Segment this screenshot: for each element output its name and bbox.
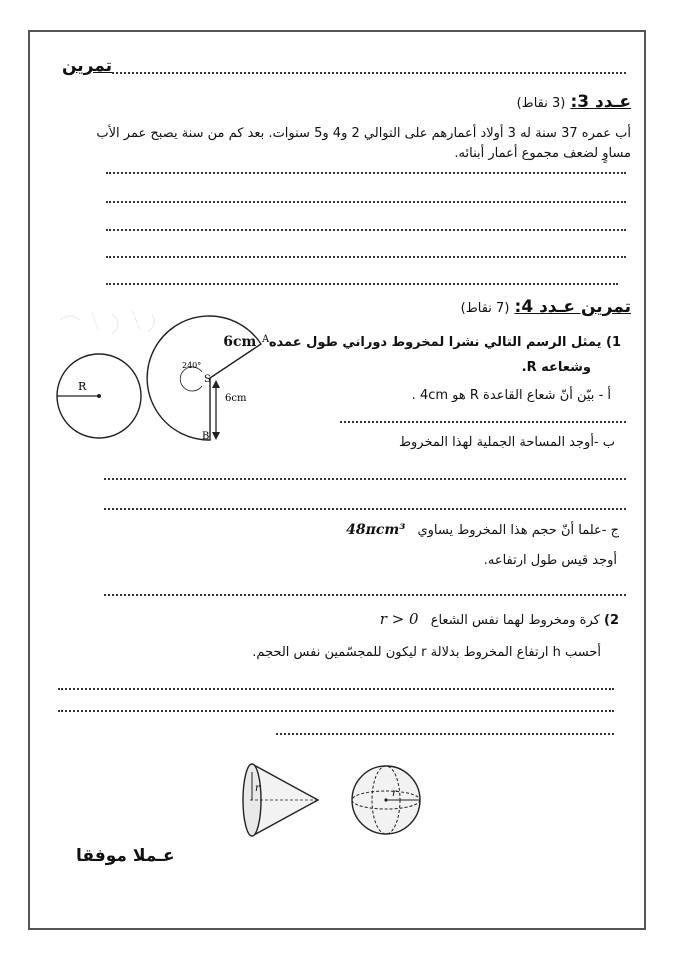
- ex3-points: (3 نقاط): [516, 96, 566, 111]
- ex3-statement-line1: أب عمره 37 سنة له 3 أولاد أعمارهم على التوالي 2 و4 و5 سنوات. بعد كم من سنة يصبح عمر الأب: [96, 126, 631, 141]
- ex3-answer-line: [106, 229, 626, 231]
- label-S: S: [204, 374, 211, 385]
- q1-length-value: 6cm: [223, 334, 257, 350]
- label-B: B: [202, 431, 210, 442]
- q2-answer-line: [276, 733, 614, 735]
- ex4-points: (7 نقاط): [460, 301, 510, 316]
- q2-number: 2): [604, 613, 619, 628]
- q1-number: 1): [606, 335, 621, 350]
- ex3-answer-line: [106, 283, 618, 285]
- angle-arc: [180, 367, 202, 391]
- label-A: A: [262, 334, 270, 345]
- q1-part-a: أ - بيّن أنّ شعاع القاعدة R هو 4cm .: [411, 388, 611, 403]
- q2-answer-line: [58, 688, 614, 690]
- label-angle: 240°: [182, 361, 202, 370]
- q1-part-c-line1: [346, 522, 619, 538]
- cone-net-figure: [52, 300, 292, 450]
- ex3-answer-line: [106, 256, 626, 258]
- cone-shape: [243, 764, 318, 836]
- arrow-head-bottom: [212, 432, 220, 440]
- q1b-answer-line: [104, 508, 626, 510]
- q1c-volume-value: 48πcm³: [346, 522, 406, 538]
- arrow-head-top: [212, 380, 220, 388]
- q2-answer-line: [58, 710, 614, 712]
- closing-text: عـملا موفقا: [76, 846, 175, 866]
- label-r-cone: r: [255, 783, 260, 794]
- ex4-title: تمرين عـدد 4:: [514, 297, 631, 317]
- ex3-title: عـدد 3:: [570, 92, 631, 112]
- ex3-answer-line: [106, 201, 626, 203]
- q1-part-b: ب -أوجد المساحة الجملية لهذا المخروط: [398, 435, 615, 450]
- q2-text: كرة ومخروط لهما نفس الشعاع: [430, 613, 600, 628]
- label-r-sphere: r: [392, 788, 397, 799]
- label-R: R: [78, 380, 87, 393]
- ex4-heading: [461, 297, 631, 317]
- ex3-heading: [517, 92, 631, 112]
- sphere-shape: [352, 766, 420, 834]
- q1c-text: ج -علما أنّ حجم هذا المخروط يساوي: [417, 523, 619, 538]
- label-length: 6cm: [225, 393, 247, 404]
- q2-line1: [380, 610, 619, 628]
- header-answer-line: [112, 72, 626, 74]
- solids-figure: [236, 758, 436, 844]
- q1b-answer-line: [104, 478, 626, 480]
- q1-line2: وشعاعه R.: [521, 360, 591, 375]
- ex3-answer-line: [106, 172, 626, 174]
- q2-condition: r > 0: [379, 610, 419, 628]
- q1c-answer-line: [104, 594, 626, 596]
- ex3-statement-line2: مساوٍ لضعف مجموع أعمار أبنائه.: [454, 146, 631, 161]
- q1-text: يمثل الرسم التالي نشرا لمخروط دوراني طول عمده: [268, 335, 602, 350]
- circle-center: [97, 394, 101, 398]
- header-label: تمرين: [62, 56, 113, 76]
- q2-line2: أحسب h ارتفاع المخروط بدلالة r ليكون للمجسّمين نفس الحجم.: [252, 645, 601, 660]
- q1-part-c-line2: أوجد قيس طول ارتفاعه.: [483, 553, 617, 568]
- q1a-answer-line: [340, 421, 626, 423]
